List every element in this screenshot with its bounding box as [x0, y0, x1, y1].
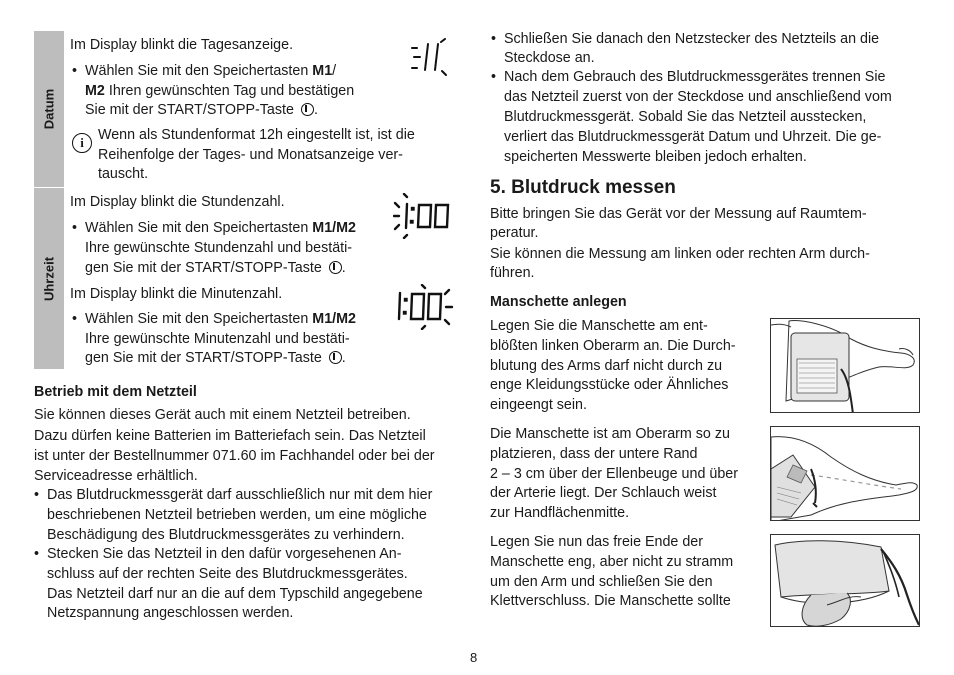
hour-display-icon	[393, 193, 455, 239]
right-bullet2-line: • Nach dem Gebrauch des Blutdruckmessgerätes trennen Sie	[504, 67, 885, 87]
para1-line: enge Kleidungsstücke oder Ähnliches	[490, 377, 729, 393]
info-line1: Wenn als Stundenformat 12h eingestellt ist, ist die	[98, 127, 415, 143]
para2-line: platzieren, dass der untere Rand	[490, 446, 698, 462]
intro-line: peratur.	[490, 225, 539, 241]
para2-line: der Arterie liegt. Der Schlauch weist	[490, 485, 717, 501]
hour-bullet-line3: gen Sie mit der START/STOPP-Taste .	[85, 260, 346, 276]
page-number: 8	[470, 650, 478, 665]
intro-line: Bitte bringen Sie das Gerät vor der Messung auf Raumtem-	[490, 206, 867, 222]
section-divider	[34, 187, 64, 188]
datum-bullet-line3: Sie mit der START/STOPP-Taste .	[85, 102, 318, 118]
netz-bullet1-line: beschriebenen Netzteil betrieben werden, um eine mögliche	[47, 507, 427, 523]
para3-line: Legen Sie nun das freie Ende der	[490, 534, 704, 550]
netz-bullet1-line: Beschädigung des Blutdruckmessgerätes zu verhindern.	[47, 527, 405, 543]
netz-bullet2-line: schluss auf der rechten Seite des Blutdruckmessgerätes.	[47, 566, 408, 582]
uhrzeit-tab	[34, 188, 64, 369]
para3-line: Klettverschluss. Die Manschette sollte	[490, 593, 731, 609]
cuff-illustration-1	[770, 318, 920, 413]
right-bullet2-line: verliert das Blutdruckmessgerät Datum und Uhrzeit. Die ge-	[504, 129, 882, 145]
netz-heading: Betrieb mit dem Netzteil	[34, 384, 197, 400]
netz-bullet1-line: • Das Blutdruckmessgerät darf ausschließlich nur mit dem hier	[47, 485, 432, 505]
para1-line: blutung des Arms darf nicht durch zu	[490, 358, 723, 374]
manschette-heading: Manschette anlegen	[490, 294, 627, 310]
minute-bullet-line2: Ihre gewünschte Minutenzahl und bestäti-	[85, 331, 350, 347]
minute-intro: Im Display blinkt die Minutenzahl.	[70, 286, 283, 302]
right-bullet2-line: das Netzteil zuerst von der Steckdose und anschließend vom	[504, 89, 892, 105]
power-icon	[329, 261, 342, 274]
minute-bullet-line3: gen Sie mit der START/STOPP-Taste .	[85, 350, 346, 366]
para1-line: eingeengt sein.	[490, 397, 587, 413]
hour-intro: Im Display blinkt die Stundenzahl.	[70, 194, 285, 210]
para2-line: 2 – 3 cm über der Ellenbeuge und über	[490, 466, 738, 482]
netz-bullet2-line: Netzspannung angeschlossen werden.	[47, 605, 294, 621]
datum-bullet-line1: • Wählen Sie mit den Speichertasten M1/	[85, 61, 336, 81]
datum-tab-label: Datum	[41, 88, 57, 130]
info-icon: i	[72, 133, 92, 153]
netz-para-line: Sie können dieses Gerät auch mit einem Netzteil betreiben.	[34, 407, 411, 423]
netz-para-line: ist unter der Bestellnummer 071.60 im Fachhandel oder bei der	[34, 448, 435, 464]
right-bullet1-line: Steckdose an.	[504, 50, 595, 66]
minute-bullet-line1: • Wählen Sie mit den Speichertasten M1/M2	[85, 309, 356, 329]
minute-display-icon	[393, 284, 455, 330]
para2-line: zur Handflächenmitte.	[490, 505, 630, 521]
datum-tab	[34, 31, 64, 187]
para3-line: um den Arm und schließen Sie den	[490, 574, 713, 590]
info-line3: tauscht.	[98, 166, 149, 182]
hour-bullet-line1: • Wählen Sie mit den Speichertasten M1/M2	[85, 218, 356, 238]
intro-line: Sie können die Messung am linken oder rechten Arm durch-	[490, 246, 870, 262]
power-icon	[301, 103, 314, 116]
day-display-icon	[408, 38, 448, 78]
right-bullet2-line: speicherten Messwerte bleiben jedoch erhalten.	[504, 149, 807, 165]
netz-bullet2-line: • Stecken Sie das Netzteil in den dafür vorgesehenen An-	[47, 544, 401, 564]
para1-line: blößten linken Oberarm an. Die Durch-	[490, 338, 736, 354]
netz-para-line: Serviceadresse erhältlich.	[34, 468, 198, 484]
hour-bullet-line2: Ihre gewünschte Stundenzahl und bestäti-	[85, 240, 353, 256]
para1-line: Legen Sie die Manschette am ent-	[490, 318, 708, 334]
uhrzeit-tab-label: Uhrzeit	[41, 256, 57, 301]
netz-para-line: Dazu dürfen keine Batterien im Batteriefach sein. Das Netzteil	[34, 428, 426, 444]
para2-line: Die Manschette ist am Oberarm so zu	[490, 426, 730, 442]
cuff-illustration-2	[770, 426, 920, 521]
para3-line: Manschette eng, aber nicht zu stramm	[490, 554, 734, 570]
power-icon	[329, 351, 342, 364]
netz-bullet2-line: Das Netzteil darf nur an die auf dem Typschild angegebene	[47, 586, 423, 602]
info-line2: Reihenfolge der Tages- und Monatsanzeige ver-	[98, 147, 403, 163]
right-bullet2-line: Blutdruckmessgerät. Sobald Sie das Netzteil ausstecken,	[504, 109, 867, 125]
section-heading: 5. Blutdruck messen	[490, 177, 676, 198]
datum-bullet-line2: M2 Ihren gewünschten Tag und bestätigen	[85, 83, 355, 99]
datum-intro: Im Display blinkt die Tagesanzeige.	[70, 37, 294, 53]
right-bullet1-line: • Schließen Sie danach den Netzstecker des Netzteils an die	[504, 29, 879, 49]
cuff-illustration-3	[770, 534, 920, 627]
intro-line: führen.	[490, 265, 535, 281]
